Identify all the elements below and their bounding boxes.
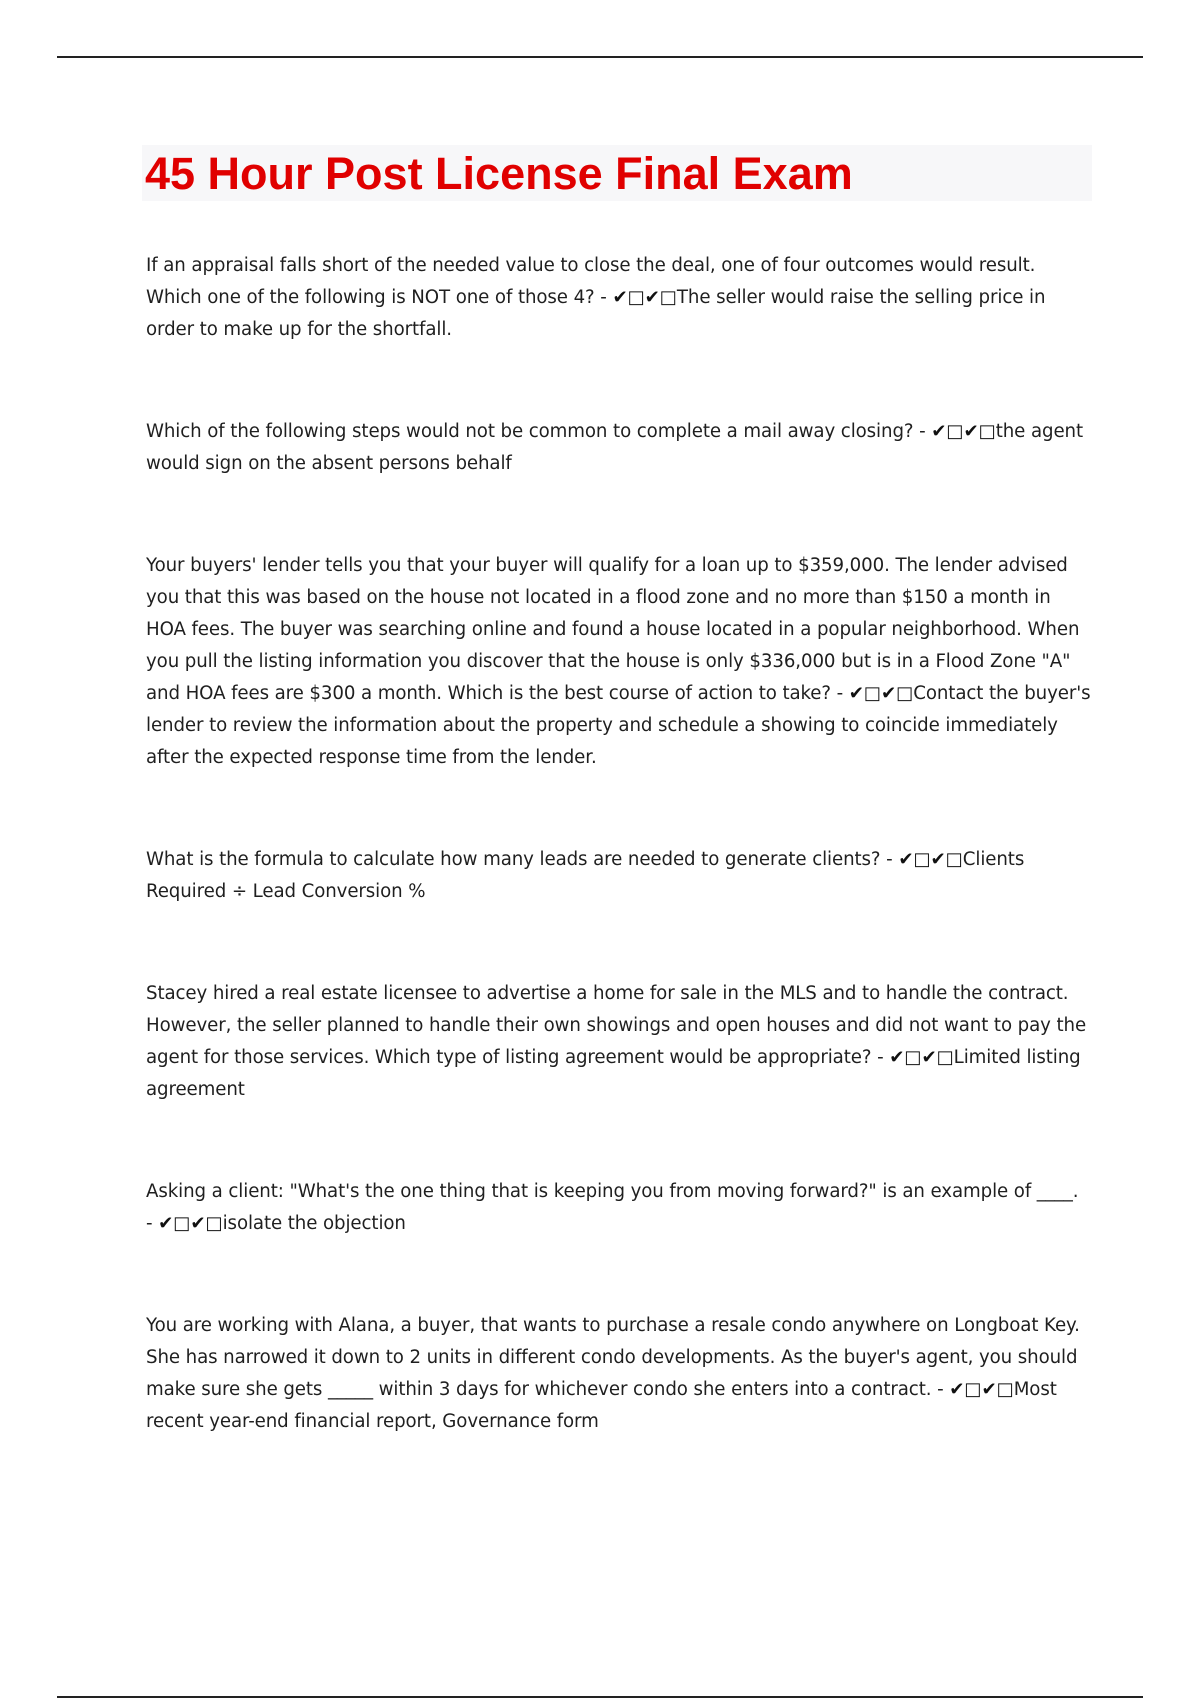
document-title: 45 Hour Post License Final Exam <box>145 148 853 199</box>
question-text: Asking a client: "What's the one thing that is keeping you from moving forward?" is an example of ____. <box>146 1181 1079 1202</box>
question-text: What is the formula to calculate how many leads are needed to generate clients? <box>146 849 881 870</box>
qa-list <box>146 250 1096 1508</box>
checkmark-icon: ✔□✔□ <box>949 1379 1014 1400</box>
qa-item-1 <box>146 250 1096 346</box>
answer-text: the agent would sign on the absent persons behalf <box>146 421 1083 474</box>
checkmark-icon: ✔□✔□ <box>889 1047 954 1068</box>
qa-item-7 <box>146 1310 1096 1438</box>
answer-text: Limited listing agreement <box>146 1047 1081 1100</box>
footer-rule <box>57 1696 1143 1698</box>
separator: - <box>913 421 932 442</box>
answer-text: The seller would raise the selling price in order to make up for the shortfall. <box>146 287 1046 340</box>
answer-text: Most recent year-end financial report, Governance form <box>146 1379 1057 1432</box>
question-text: Which of the following steps would not be common to complete a mail away closing? <box>146 421 914 442</box>
question-text: Your buyers' lender tells you that your buyer will qualify for a loan up to $359,000. The lender advised you that this was based on the house not located in a flood zone and no more than $150 a month in HOA fees. The buyer was searching online and found a house located in a popular neighborhood. When you pull the listing information you discover that the house is only $336,000 but is in a Flood Zone "A" and HOA fees are $300 a month. Which is the best course of action to take? <box>146 555 1080 704</box>
separator: - <box>146 1213 159 1234</box>
qa-item-6 <box>146 1176 1096 1240</box>
separator: - <box>880 849 899 870</box>
qa-item-2 <box>146 416 1096 480</box>
separator: - <box>871 1047 890 1068</box>
answer-text: isolate the objection <box>222 1213 406 1234</box>
checkmark-icon: ✔□✔□ <box>931 421 996 442</box>
checkmark-icon: ✔□✔□ <box>612 287 677 308</box>
answer-text: Clients Required ÷ Lead Conversion % <box>146 849 1025 902</box>
answer-text: Contact the buyer's lender to review the information about the property and schedule a showing to coincide immediately after the expected response time from the lender. <box>146 683 1091 768</box>
qa-item-5 <box>146 978 1096 1106</box>
checkmark-icon: ✔□✔□ <box>158 1213 223 1234</box>
checkmark-icon: ✔□✔□ <box>898 849 963 870</box>
question-text: If an appraisal falls short of the needed value to close the deal, one of four outcomes would result. Which one of the following is NOT one of those 4? <box>146 255 1036 308</box>
separator: - <box>931 1379 950 1400</box>
header-rule <box>57 56 1143 58</box>
separator: - <box>830 683 849 704</box>
checkmark-icon: ✔□✔□ <box>848 683 914 704</box>
qa-item-4 <box>146 844 1096 908</box>
qa-item-3 <box>146 550 1096 774</box>
question-text: Stacey hired a real estate licensee to advertise a home for sale in the MLS and to handle the contract. However, the seller planned to handle their own showings and open houses and did not want to pay the agent for those services. Which type of listing agreement would be appropriate? <box>146 983 1087 1068</box>
question-text: You are working with Alana, a buyer, that wants to purchase a resale condo anywhere on Longboat Key. She has narrowed it down to 2 units in different condo developments. As the buyer's agent, you should make sure she gets _____ within 3 days for whichever condo she enters into a contract. <box>146 1315 1080 1400</box>
separator: - <box>594 287 613 308</box>
